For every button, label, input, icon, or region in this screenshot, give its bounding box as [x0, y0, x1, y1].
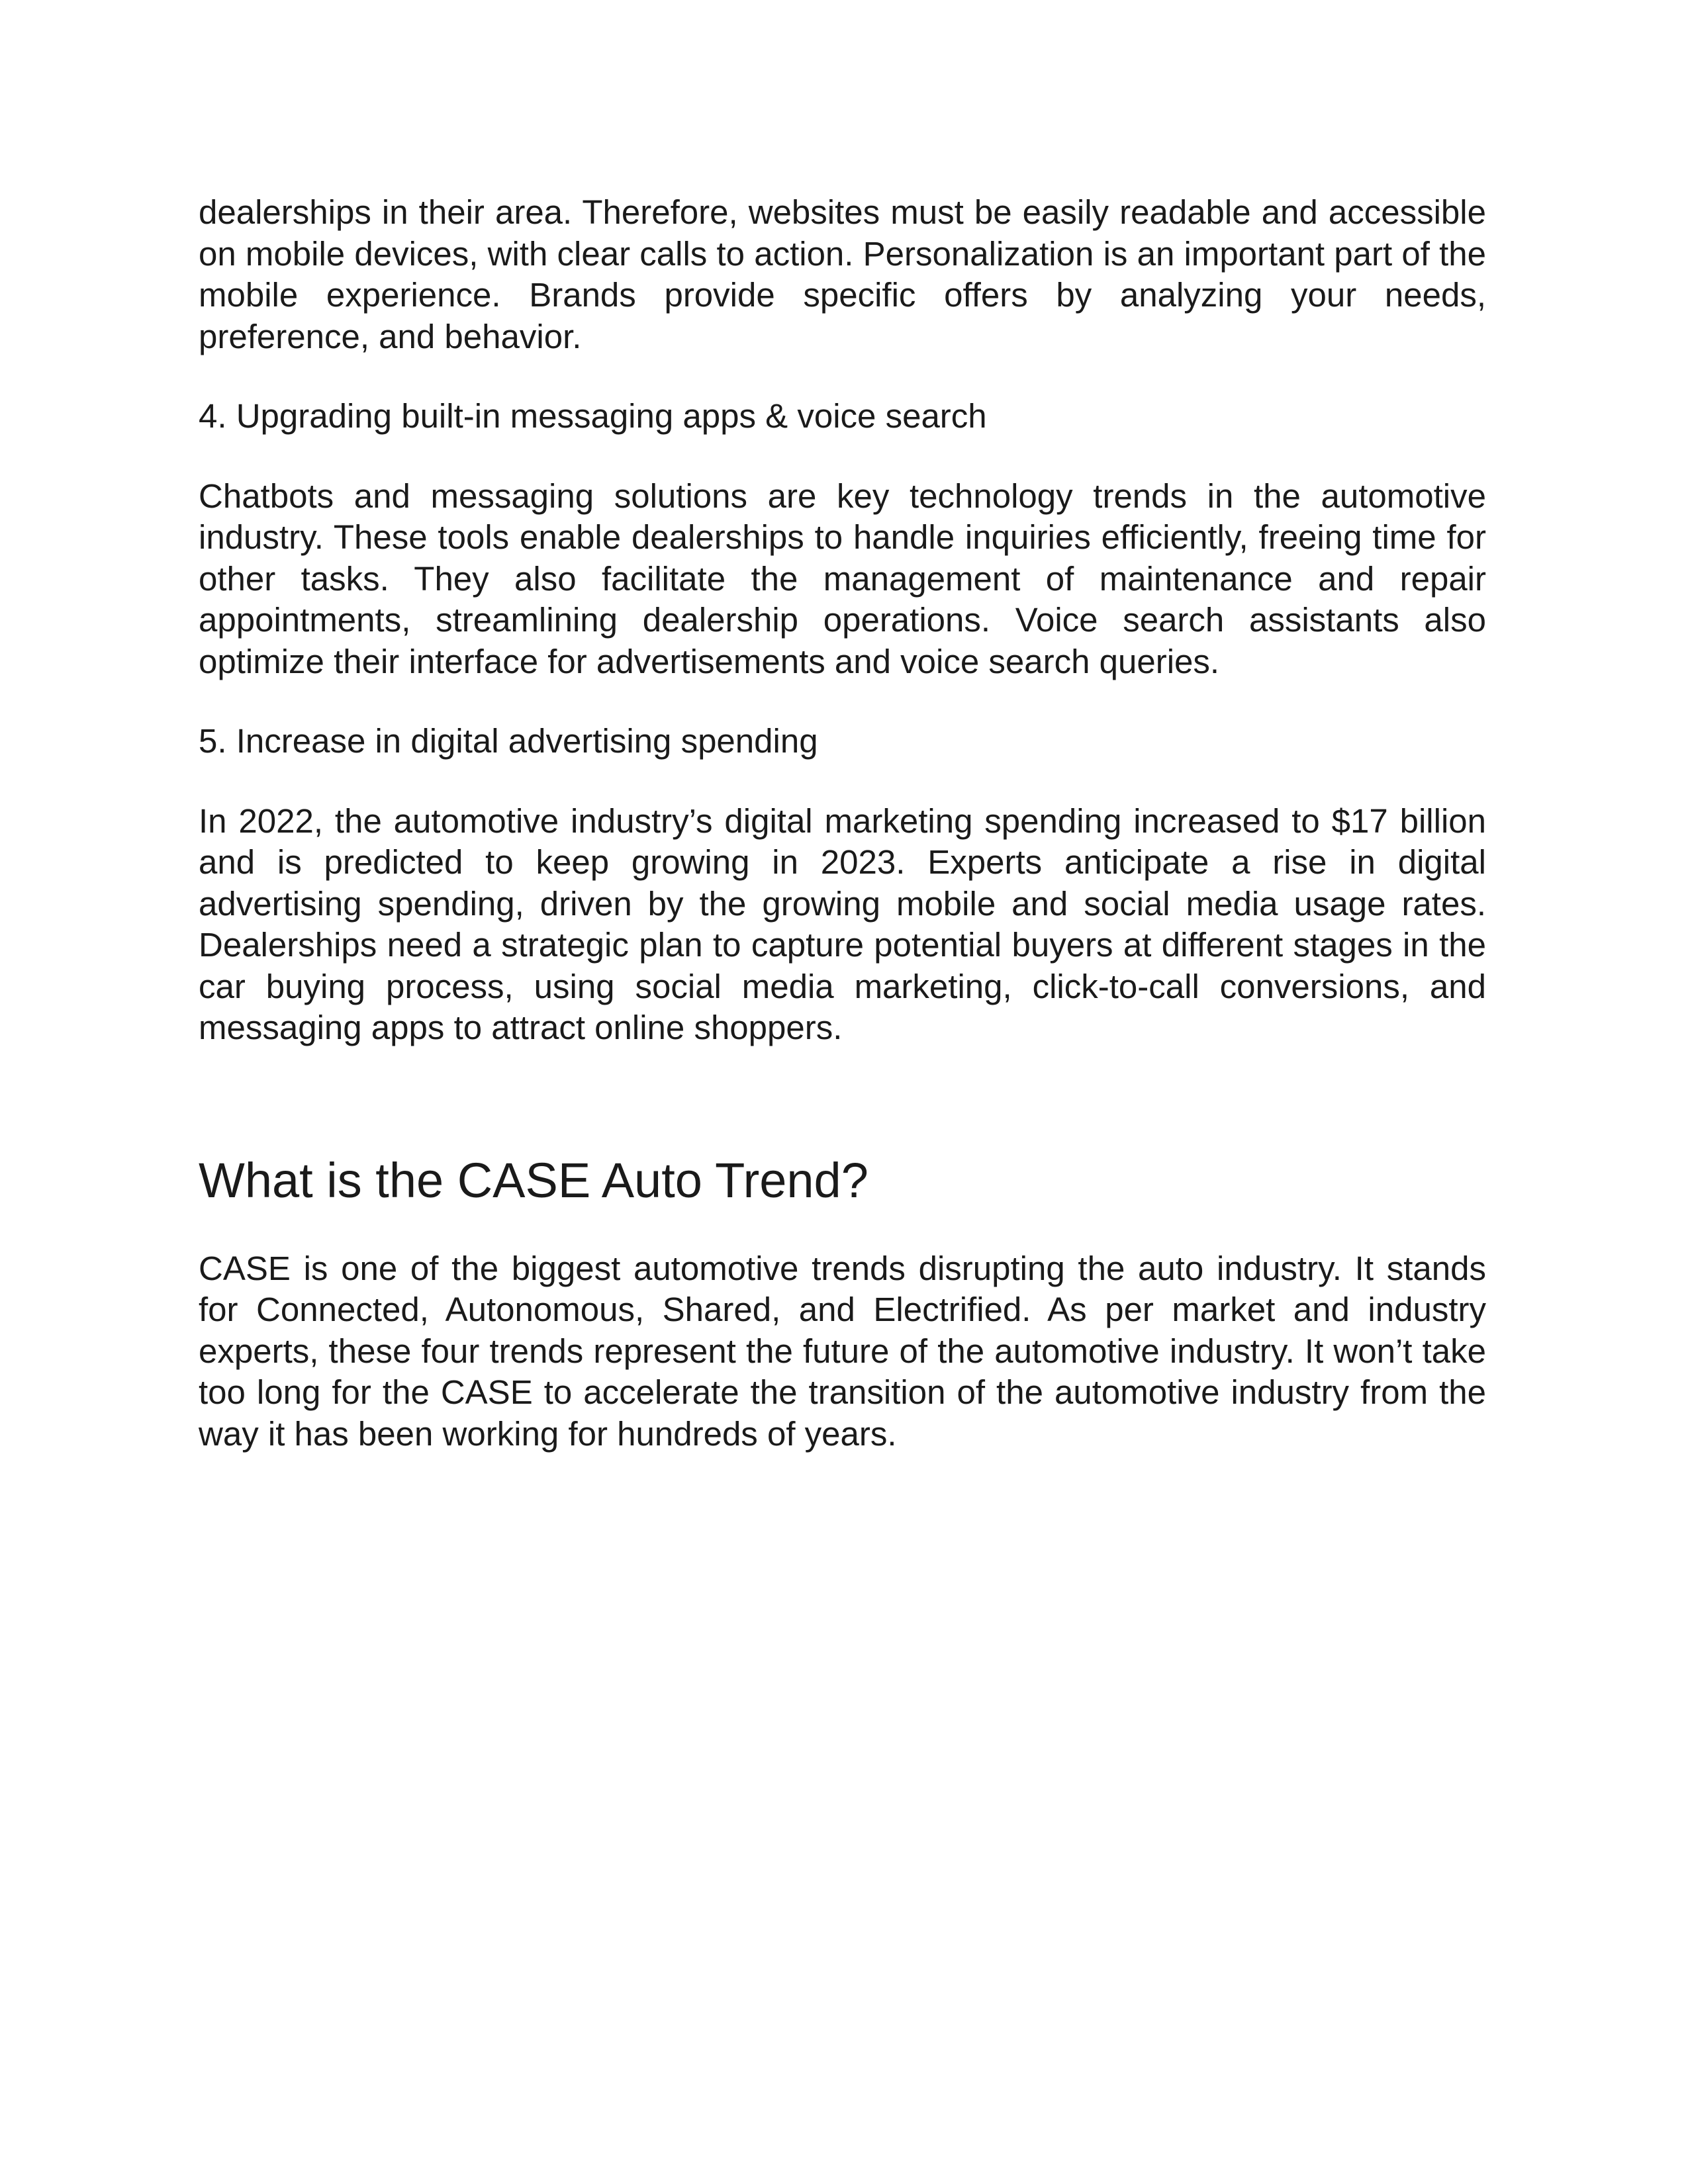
document-content: [199, 192, 1486, 1455]
paragraph-case-trend: CASE is one of the biggest automotive trends disrupting the auto industry. It stands for Connected, Autonomous, Shared, and Electrified. As per market and industry experts, these four trends represent the future of the automotive industry. It won’t take too long for the CASE to accelerate the transition of the automotive industry from the way it has been working for hundreds of years.: [199, 1249, 1486, 1453]
heading-digital-advertising: 5. Increase in digital advertising spending: [199, 722, 818, 760]
paragraph-advertising-spending: In 2022, the automotive industry’s digital marketing spending increased to $17 billion and is predicted to keep growing in 2023. Experts anticipate a rise in digital advertising spending, driven by the growing mobile and social media usage rates. Dealerships need a strategic plan to capture potential buyers at different stages in the car buying process, using social media marketing, click-to-call conversions, and messaging apps to attract online shoppers.: [199, 801, 1486, 1046]
paragraph-chatbots: Chatbots and messaging solutions are key technology trends in the automotive industry. These tools enable dealerships to handle inquiries efficiently, freeing time for other tasks. They also facilitate the management of maintenance and repair appointments, streamlining dealership operations. Voice search assistants also optimize their interface for advertisements and voice search queries.: [199, 477, 1486, 680]
heading-messaging-apps: 4. Upgrading built-in messaging apps & voice search: [199, 397, 987, 435]
paragraph-mobile-experience: dealerships in their area. Therefore, websites must be easily readable and accessible on mobile devices, with clear calls to action. Personalization is an important part of the mobile experience. Brands provide specific offers by analyzing your needs, preference, and behavior.: [199, 193, 1486, 355]
section-title-case: What is the CASE Auto Trend?: [199, 1152, 868, 1208]
